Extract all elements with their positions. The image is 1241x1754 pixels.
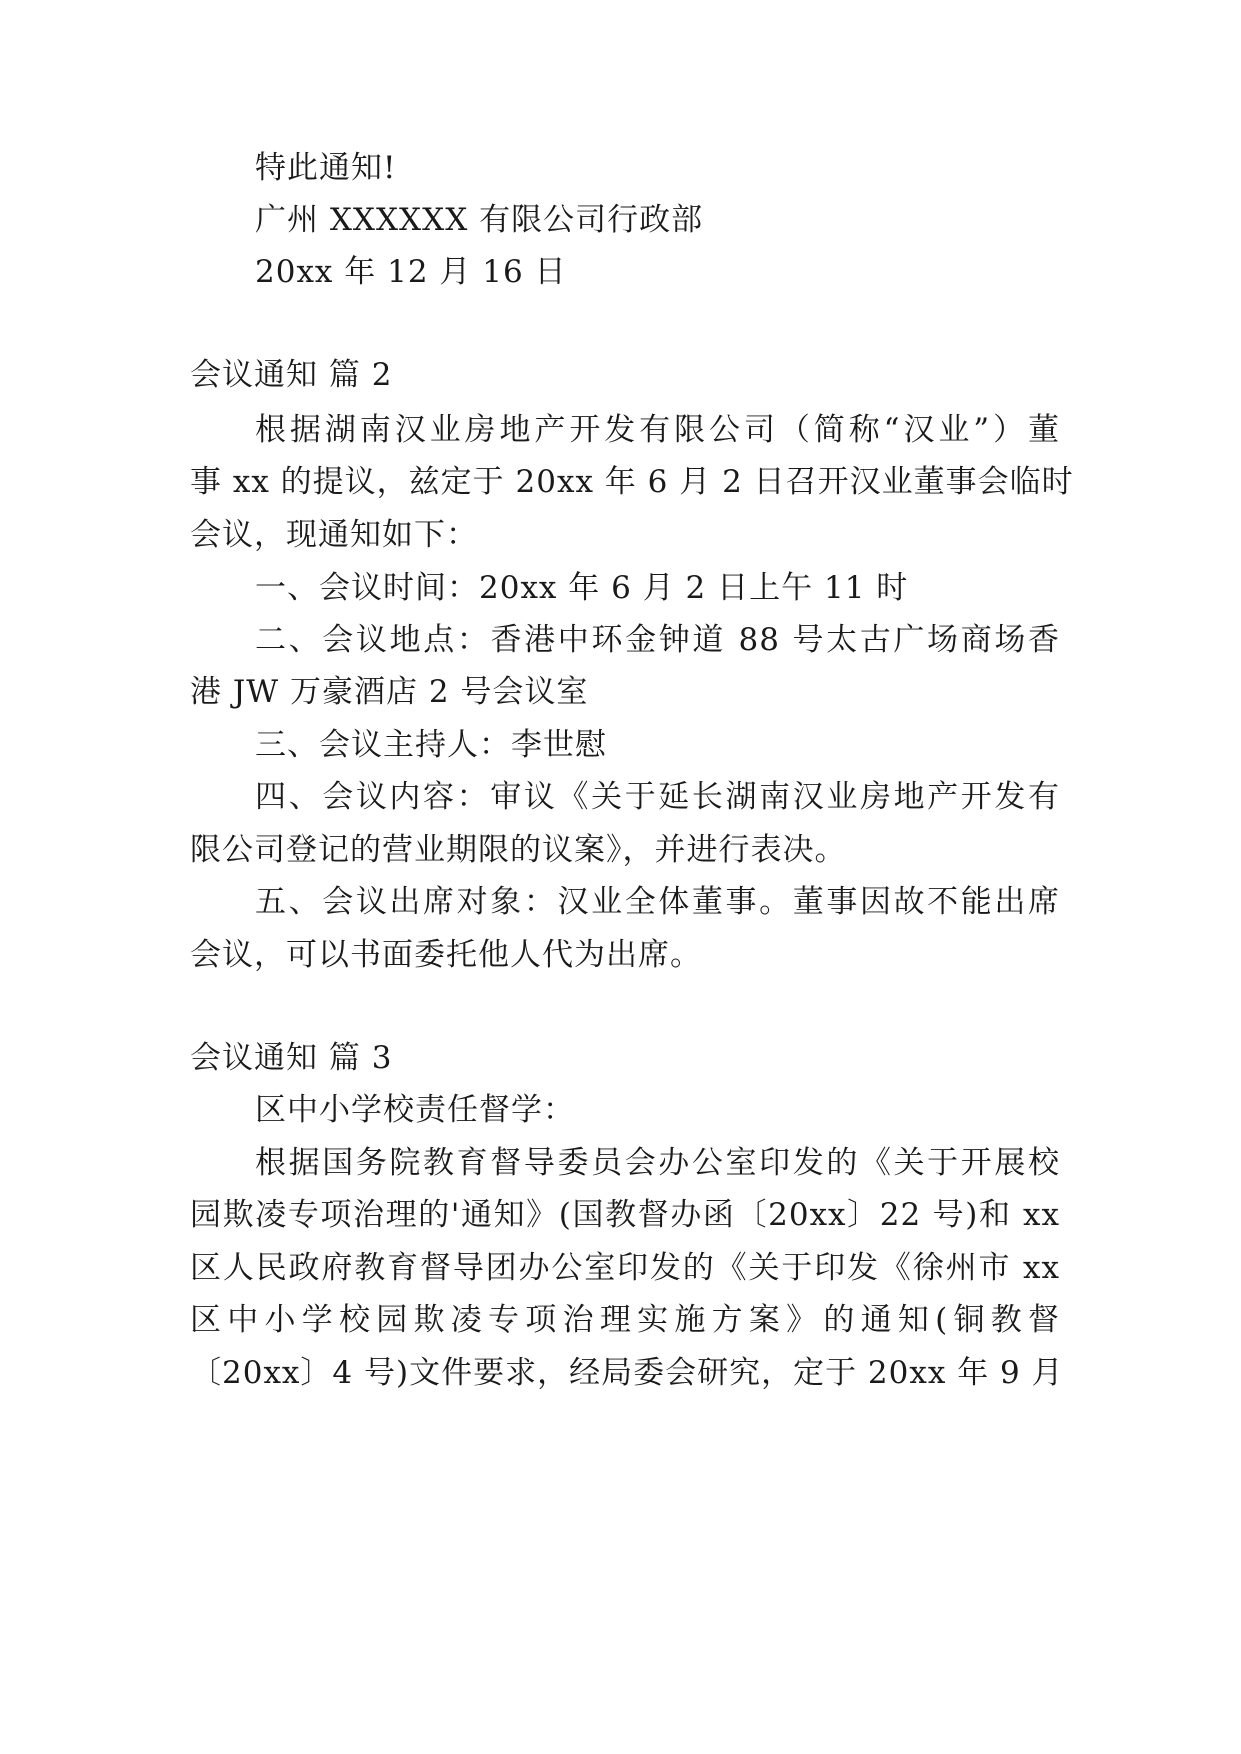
paragraph-line: 区中小学校园欺凌专项治理实施方案》的通知(铜教督 bbox=[190, 1302, 1060, 1338]
paragraph-line: 根据湖南汉业房地产开发有限公司（简称“汉业”）董 bbox=[255, 412, 1060, 448]
section-heading: 会议通知 篇 2 bbox=[190, 357, 393, 393]
paragraph-line: 港 JW 万豪酒店 2 号会议室 bbox=[190, 674, 589, 710]
paragraph-line: 区中小学校责任督学： bbox=[255, 1092, 575, 1128]
paragraph-line: 三、会议主持人：李世慰 bbox=[255, 727, 607, 763]
closing-text: 特此通知! bbox=[255, 150, 397, 186]
paragraph-line: 一、会议时间：20xx 年 6 月 2 日上午 11 时 bbox=[255, 570, 909, 606]
paragraph-line: 限公司登记的营业期限的议案》，并进行表决。 bbox=[190, 832, 847, 868]
date-text: 20xx 年 12 月 16 日 bbox=[255, 254, 567, 290]
paragraph-line: 二、会议地点：香港中环金钟道 88 号太古广场商场香 bbox=[255, 622, 1060, 658]
paragraph-line: 区人民政府教育督导团办公室印发的《关于印发《徐州市 xx bbox=[190, 1250, 1060, 1286]
paragraph-line: 〔20xx〕4 号)文件要求，经局委会研究，定于 20xx 年 9 月 bbox=[190, 1355, 1064, 1391]
section-heading: 会议通知 篇 3 bbox=[190, 1040, 393, 1076]
paragraph-line: 会议，现通知如下： bbox=[190, 517, 478, 553]
paragraph-line: 根据国务院教育督导委员会办公室印发的《关于开展校 bbox=[255, 1145, 1060, 1181]
paragraph-line: 五、会议出席对象：汉业全体董事。董事因故不能出席 bbox=[255, 884, 1060, 920]
paragraph-line: 事 xx 的提议，兹定于 20xx 年 6 月 2 日召开汉业董事会临时 bbox=[190, 464, 1074, 500]
paragraph-line: 会议，可以书面委托他人代为出席。 bbox=[190, 937, 702, 973]
signature-text: 广州 XXXXXX 有限公司行政部 bbox=[255, 202, 704, 238]
paragraph-line: 四、会议内容：审议《关于延长湖南汉业房地产开发有 bbox=[255, 779, 1060, 815]
paragraph-line: 园欺凌专项治理的'通知》(国教督办函〔20xx〕22 号)和 xx bbox=[190, 1197, 1060, 1233]
